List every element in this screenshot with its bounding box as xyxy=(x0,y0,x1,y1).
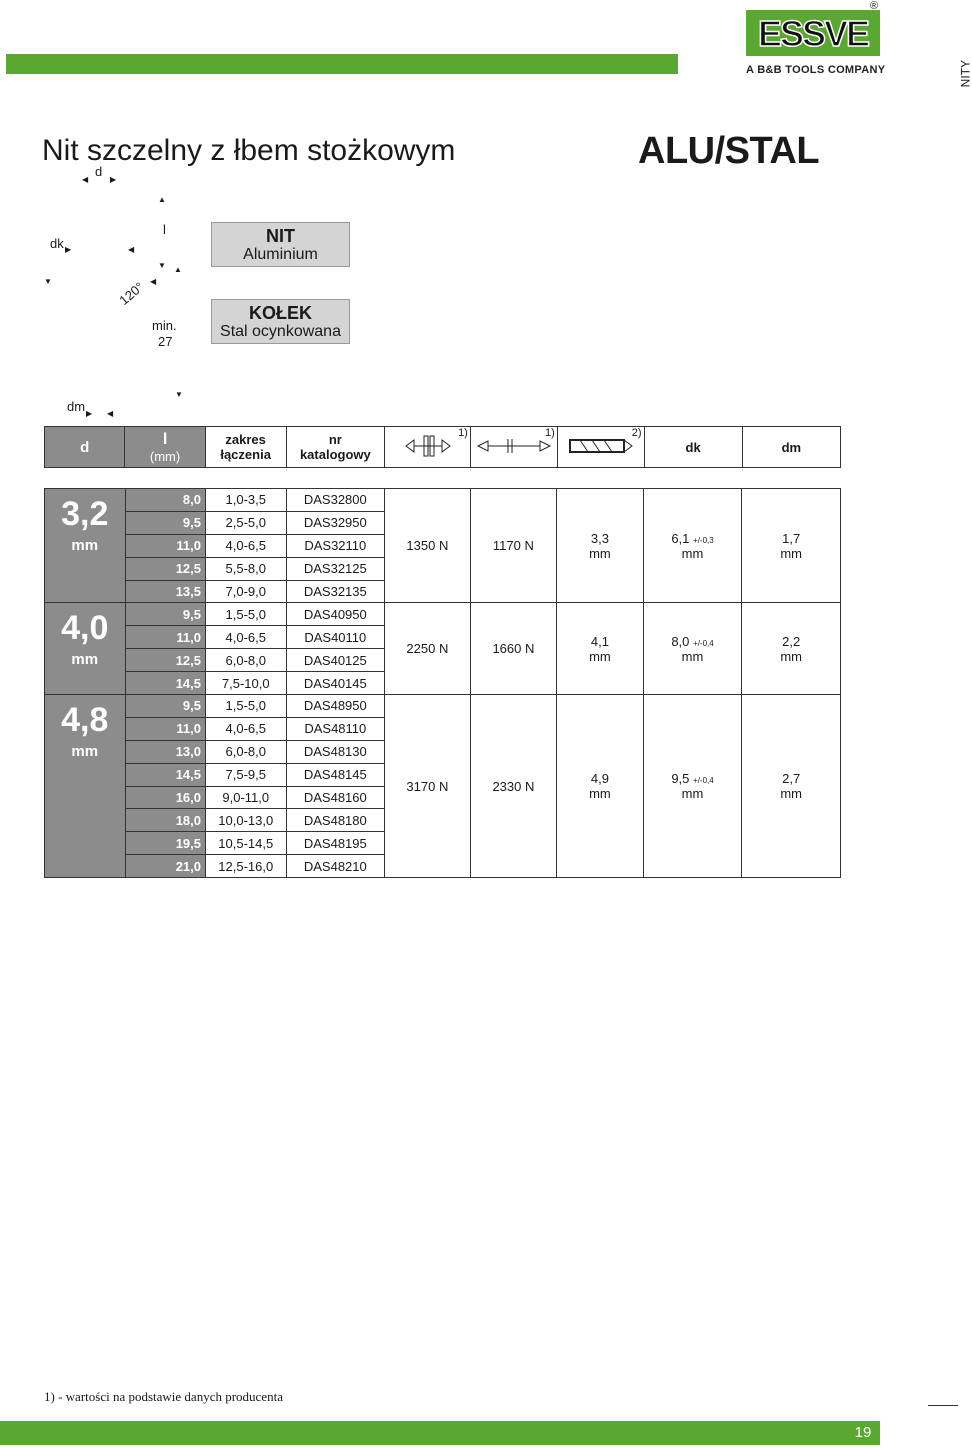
catalog-number-cell: DAS40950 xyxy=(286,603,385,626)
diameter-value: 4,8 xyxy=(61,701,109,740)
grip-range-cell: 2,5-5,0 xyxy=(206,511,287,534)
mandrel-diameter-cell xyxy=(742,695,841,878)
header-l-unit: (mm) xyxy=(149,448,181,464)
head-diameter-cell-unit: mm xyxy=(681,786,704,802)
catalog-number-cell: DAS48130 xyxy=(286,740,385,763)
diagram-d-label: d xyxy=(95,164,103,179)
length-cell: 14,5 xyxy=(125,763,206,786)
diagram-dk-label: dk xyxy=(50,236,64,251)
diameter-value: 4,0 xyxy=(61,609,109,648)
header-d: d xyxy=(45,427,125,468)
arrow-down-icon: ▼ xyxy=(158,261,166,270)
header-zakres xyxy=(205,427,286,468)
drill-diameter-cell-unit: mm xyxy=(589,648,611,664)
rivet-diagram xyxy=(0,160,200,430)
essve-logo xyxy=(746,10,880,56)
header-drill xyxy=(557,427,644,468)
head-diameter-cell xyxy=(643,603,742,695)
catalog-number-cell: DAS32125 xyxy=(286,557,385,580)
length-cell: 21,0 xyxy=(125,855,206,878)
head-diameter-cell-tolerance: +/-0,3 xyxy=(693,535,714,545)
diameter-cell xyxy=(45,489,126,603)
head-diameter-cell-unit: mm xyxy=(681,545,704,561)
legend-kolek xyxy=(211,299,350,344)
head-diameter-cell-tolerance: +/-0,4 xyxy=(693,638,714,648)
mandrel-diameter-cell-unit: mm xyxy=(780,786,802,802)
mandrel-diameter-cell-unit: mm xyxy=(780,545,802,561)
catalog-number-cell: DAS32110 xyxy=(286,534,385,557)
drill-diameter-cell xyxy=(557,695,644,878)
drill-diameter-cell-value: 4,9 xyxy=(590,771,609,787)
drill-diameter-cell xyxy=(557,603,644,695)
catalog-number-cell: DAS32950 xyxy=(286,511,385,534)
header-zakres-line2: łączenia xyxy=(220,447,271,462)
header-catalog-line2: katalogowy xyxy=(299,447,371,462)
length-cell: 13,0 xyxy=(125,740,206,763)
arrow-up-icon: ▲ xyxy=(174,265,182,274)
length-cell: 8,0 xyxy=(125,489,206,512)
tensile-force-cell: 1660 N xyxy=(470,603,557,695)
diameter-unit: mm xyxy=(71,743,99,761)
arrow-left-icon: ◀ xyxy=(82,175,89,184)
note-shear: 1) xyxy=(458,427,468,439)
drill-diameter-cell-unit: mm xyxy=(589,786,611,802)
arrow-right-icon: ▶ xyxy=(110,175,117,184)
page-number: 19 xyxy=(846,1421,880,1445)
legend-kolek-material: Stal ocynkowana xyxy=(220,323,341,340)
catalog-number-cell: DAS48195 xyxy=(286,832,385,855)
grip-range-cell: 7,0-9,0 xyxy=(206,580,287,603)
length-cell: 14,5 xyxy=(125,672,206,695)
mandrel-diameter-cell xyxy=(742,489,841,603)
diagram-dm-label: dm xyxy=(67,399,86,414)
catalog-number-cell: DAS48160 xyxy=(286,786,385,809)
head-diameter-cell-unit: mm xyxy=(681,648,704,664)
arrow-right-icon: ▶ xyxy=(86,409,93,418)
note-drill: 2) xyxy=(631,427,642,439)
header-l-label: l xyxy=(162,430,168,448)
grip-range-cell: 12,5-16,0 xyxy=(206,855,287,878)
diameter-unit: mm xyxy=(71,537,99,554)
header-catalog-line1: nr xyxy=(328,432,342,447)
diameter-cell xyxy=(45,603,126,695)
header-dm: dm xyxy=(742,427,840,468)
diagram-angle-label: 120° xyxy=(116,279,147,308)
tensile-force-cell: 2330 N xyxy=(470,695,557,878)
grip-range-cell: 6,0-8,0 xyxy=(206,649,287,672)
legend-nit-title: NIT xyxy=(266,226,295,246)
grip-range-cell: 10,0-13,0 xyxy=(206,809,287,832)
drill-diameter-cell-value: 4,1 xyxy=(590,633,609,649)
shear-force-cell: 3170 N xyxy=(385,695,471,878)
tensile-force-cell: 1170 N xyxy=(470,489,557,603)
grip-range-cell: 4,0-6,5 xyxy=(206,717,287,740)
mandrel-diameter-cell xyxy=(742,603,841,695)
arrow-left-icon: ◀ xyxy=(150,277,157,286)
drill-diameter-cell-value: 3,3 xyxy=(590,530,609,546)
arrow-left-icon: ◀ xyxy=(107,409,114,418)
length-cell: 11,0 xyxy=(125,626,206,649)
material-label: ALU/STAL xyxy=(638,130,820,172)
catalog-number-cell: DAS40125 xyxy=(286,649,385,672)
length-cell: 13,5 xyxy=(125,580,206,603)
registered-mark: ® xyxy=(870,0,879,12)
arrow-right-icon: ▶ xyxy=(65,245,72,254)
header-dk: dk xyxy=(644,427,742,468)
arrow-left-icon: ◀ xyxy=(128,245,135,254)
header-zakres-line1: zakres xyxy=(225,432,266,447)
length-cell: 9,5 xyxy=(125,695,206,718)
bottom-green-bar xyxy=(0,1421,880,1445)
length-cell: 11,0 xyxy=(125,717,206,740)
diagram-l-label: l xyxy=(163,222,166,237)
legend-kolek-title: KOŁEK xyxy=(249,303,312,323)
catalog-number-cell: DAS32800 xyxy=(286,489,385,512)
header-tensile xyxy=(470,427,557,468)
grip-range-cell: 1,0-3,5 xyxy=(206,489,287,512)
arrow-down-icon: ▼ xyxy=(175,390,183,399)
svg-text:ESSVE: ESSVE xyxy=(757,13,869,54)
length-cell: 19,5 xyxy=(125,832,206,855)
header-shear xyxy=(385,427,471,468)
header-catalog xyxy=(286,427,385,468)
legend-nit xyxy=(211,222,350,267)
shear-force-icon xyxy=(404,434,452,458)
header-l xyxy=(125,427,206,468)
head-diameter-cell-value: 9,5 xyxy=(671,771,690,787)
page-title: Nit szczelny z łbem stożkowym xyxy=(42,134,456,167)
diagram-min-value: 27 xyxy=(158,334,173,349)
grip-range-cell: 5,5-8,0 xyxy=(206,557,287,580)
grip-range-cell: 7,5-9,5 xyxy=(206,763,287,786)
mandrel-diameter-cell-value: 2,2 xyxy=(782,633,801,649)
grip-range-cell: 1,5-5,0 xyxy=(206,695,287,718)
tensile-force-icon xyxy=(476,436,552,456)
mandrel-diameter-cell-unit: mm xyxy=(780,648,802,664)
catalog-number-cell: DAS48950 xyxy=(286,695,385,718)
shear-force-cell: 2250 N xyxy=(385,603,471,695)
brand-subtitle: A B&B TOOLS COMPANY xyxy=(746,64,886,76)
grip-range-cell: 4,0-6,5 xyxy=(206,626,287,649)
table-row xyxy=(45,695,841,718)
catalog-number-cell: DAS32135 xyxy=(286,580,385,603)
note-tensile: 1) xyxy=(544,427,555,439)
table-row xyxy=(45,489,841,512)
table-header xyxy=(44,426,841,468)
length-cell: 9,5 xyxy=(125,511,206,534)
grip-range-cell: 9,0-11,0 xyxy=(206,786,287,809)
length-cell: 12,5 xyxy=(125,557,206,580)
shear-force-cell: 1350 N xyxy=(385,489,471,603)
diameter-cell xyxy=(45,695,126,878)
divider-line xyxy=(928,1405,958,1406)
top-green-bar xyxy=(6,54,678,74)
grip-range-cell: 4,0-6,5 xyxy=(206,534,287,557)
grip-range-cell: 7,5-10,0 xyxy=(206,672,287,695)
diameter-value: 3,2 xyxy=(61,495,109,533)
length-cell: 18,0 xyxy=(125,809,206,832)
drill-diameter-cell-unit: mm xyxy=(589,545,611,561)
head-diameter-cell-value: 8,0 xyxy=(671,633,690,649)
catalog-number-cell: DAS40145 xyxy=(286,672,385,695)
section-label: NITY xyxy=(958,60,972,88)
grip-range-cell: 1,5-5,0 xyxy=(206,603,287,626)
catalog-number-cell: DAS48180 xyxy=(286,809,385,832)
drill-diameter-cell xyxy=(557,489,644,603)
product-table xyxy=(44,488,841,878)
mandrel-diameter-cell-value: 2,7 xyxy=(782,771,801,787)
head-diameter-cell-value: 6,1 xyxy=(671,530,690,546)
catalog-number-cell: DAS48210 xyxy=(286,855,385,878)
length-cell: 12,5 xyxy=(125,649,206,672)
head-diameter-cell-tolerance: +/-0,4 xyxy=(693,776,714,786)
length-cell: 16,0 xyxy=(125,786,206,809)
arrow-up-icon: ▲ xyxy=(158,195,166,204)
table-row xyxy=(45,603,841,626)
head-diameter-cell xyxy=(643,695,742,878)
length-cell: 11,0 xyxy=(125,534,206,557)
diameter-unit: mm xyxy=(71,651,99,669)
arrow-down-icon: ▼ xyxy=(44,277,52,286)
diagram-min-label: min. xyxy=(152,318,177,333)
catalog-number-cell: DAS48110 xyxy=(286,717,385,740)
drill-bit-icon xyxy=(568,437,634,455)
legend-nit-material: Aluminium xyxy=(243,246,318,263)
length-cell: 9,5 xyxy=(125,603,206,626)
grip-range-cell: 6,0-8,0 xyxy=(206,740,287,763)
catalog-number-cell: DAS48145 xyxy=(286,763,385,786)
mandrel-diameter-cell-value: 1,7 xyxy=(782,530,801,546)
grip-range-cell: 10,5-14,5 xyxy=(206,832,287,855)
catalog-number-cell: DAS40110 xyxy=(286,626,385,649)
footnote: 1) - wartości na podstawie danych producenta xyxy=(44,1389,283,1404)
head-diameter-cell xyxy=(643,489,742,603)
